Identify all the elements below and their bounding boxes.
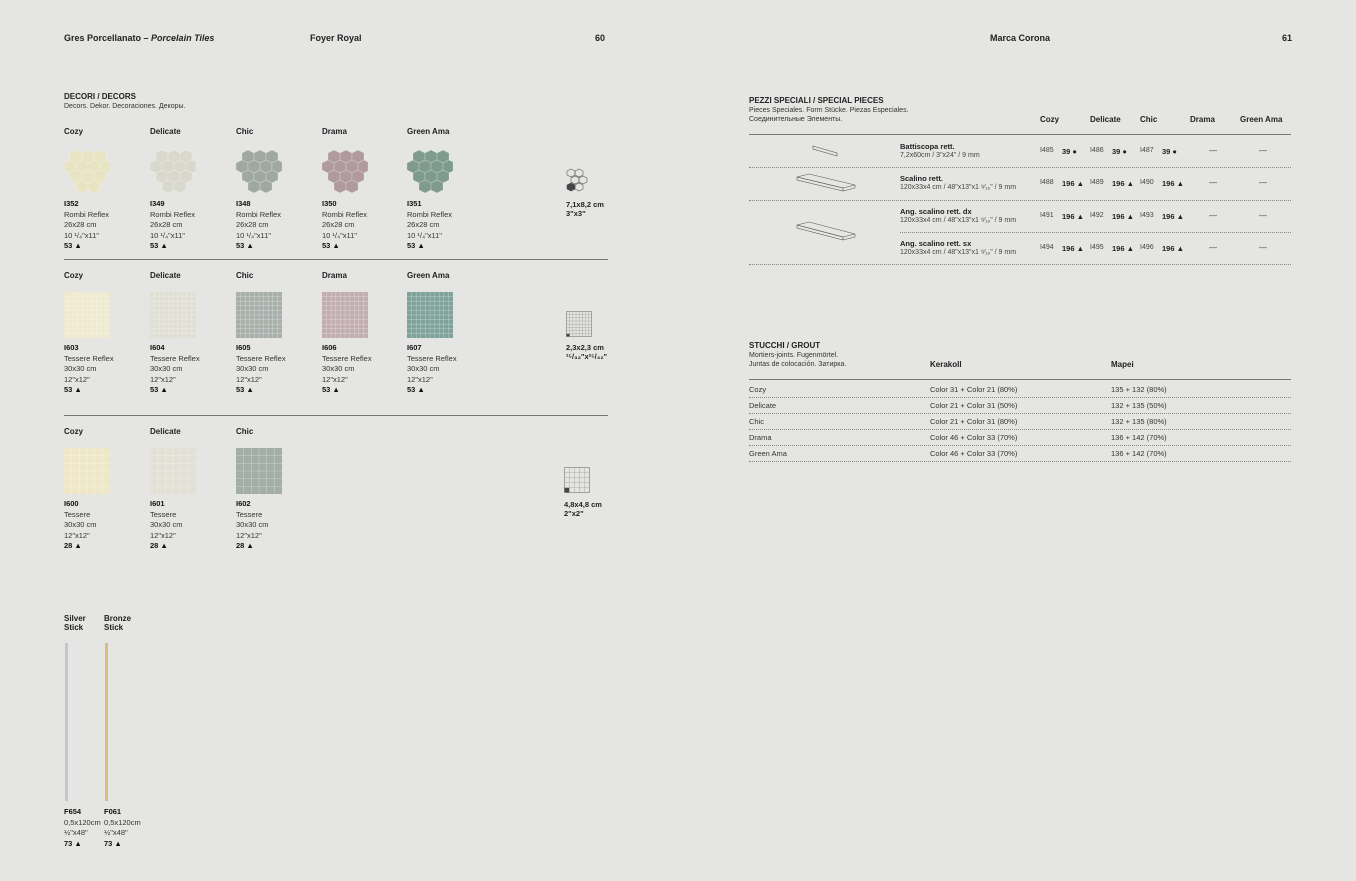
grout-title: STUCCHI / GROUT xyxy=(749,341,821,350)
tile-size-inch: 10 ¹/₄"x11" xyxy=(407,230,442,240)
table-row-separator xyxy=(749,200,1291,201)
tile-code: I603 xyxy=(64,343,79,352)
corner-step-piece-illustration xyxy=(794,219,858,243)
tile-caption xyxy=(322,199,367,252)
stick-code: F061 xyxy=(104,807,122,816)
tile-size-cm: 26x28 cm xyxy=(64,220,97,229)
grout-row-separator xyxy=(749,461,1291,462)
tile-size-inch: 10 ¹/₄"x11" xyxy=(322,230,357,240)
grout-mapei-value: 136 + 142 (70%) xyxy=(1111,449,1167,458)
special-piece-name: Ang. scalino rett. sx xyxy=(900,239,972,248)
stick-caption xyxy=(104,807,141,849)
tile-code: I351 xyxy=(407,199,422,208)
grout-kerakoll-value: Color 46 + Color 33 (70%) xyxy=(930,449,1018,458)
tile-caption xyxy=(236,199,281,252)
tile-swatch xyxy=(64,292,110,338)
skirting-piece-illustration xyxy=(810,144,840,160)
special-piece-qty: 196 ▲ xyxy=(1162,212,1185,221)
grout-mapei-value: 136 + 142 (70%) xyxy=(1111,433,1167,442)
tile-code: I350 xyxy=(322,199,337,208)
tile-description: Rombi Reflex xyxy=(150,209,196,219)
special-piece-dimensions: 120x33x4 cm / 48"x13"x1 ⁹⁄₁₆" / 9 mm xyxy=(900,249,1017,256)
tile-code: I605 xyxy=(236,343,251,352)
format-label xyxy=(566,200,604,218)
grout-subtitle: Juntas de colocación. Затирка. xyxy=(749,361,847,368)
special-piece-code: I495 xyxy=(1090,244,1104,251)
tile-swatch xyxy=(322,148,368,194)
tile-caption xyxy=(150,499,183,552)
special-pieces-title: PEZZI SPECIALI / SPECIAL PIECES xyxy=(749,96,884,105)
stick-name xyxy=(64,614,86,632)
tile-qty: 53 ▲ xyxy=(150,241,168,250)
format-inch: 3"x3" xyxy=(566,209,586,218)
format-cm: 2,3x2,3 cm xyxy=(566,343,604,352)
green-ama-unavailable-dash: — xyxy=(1259,146,1267,155)
special-piece-name: Scalino rett. xyxy=(900,174,943,183)
grout-row-color: Drama xyxy=(749,433,772,442)
tile-size-inch: 10 ¹/₄"x11" xyxy=(150,230,185,240)
stick-name-line: Stick xyxy=(64,623,84,632)
tile-size-inch: 12"x12" xyxy=(236,530,262,540)
collection-name: Foyer Royal xyxy=(310,33,362,43)
tile-size-inch: 12"x12" xyxy=(64,530,90,540)
tile-size-cm: 26x28 cm xyxy=(322,220,355,229)
special-piece-code: I490 xyxy=(1140,179,1154,186)
tile-swatch xyxy=(64,448,110,494)
tile-qty: 28 ▲ xyxy=(150,541,168,550)
column-header-green-ama: Green Ama xyxy=(1240,115,1283,124)
grout-row-separator xyxy=(749,445,1291,446)
large-mosaic-format-icon xyxy=(564,467,590,493)
tile-color-name: Cozy xyxy=(64,427,84,436)
tile-color-name: Cozy xyxy=(64,271,84,280)
grout-row-separator xyxy=(749,429,1291,430)
page-number-right: 61 xyxy=(1282,33,1293,43)
stick-name xyxy=(104,614,131,632)
tile-qty: 53 ▲ xyxy=(64,385,82,394)
format-inch: 2"x2" xyxy=(564,509,584,518)
tile-description: Rombi Reflex xyxy=(322,209,368,219)
tile-code: I606 xyxy=(322,343,337,352)
special-piece-code: I492 xyxy=(1090,212,1104,219)
stick-size-cm: 0,5x120cm xyxy=(104,817,141,827)
tile-size-cm: 30x30 cm xyxy=(236,520,269,529)
special-piece-qty: 196 ▲ xyxy=(1112,212,1135,221)
special-piece-code: I486 xyxy=(1090,147,1104,154)
special-piece-dimensions: 7,2x60cm / 3"x24" / 9 mm xyxy=(900,152,980,159)
special-pieces-subtitle: Pieces Speciales. Form Stücke. Piezas Especiales. xyxy=(749,107,909,114)
tile-qty: 53 ▲ xyxy=(407,241,425,250)
grout-row-separator xyxy=(749,397,1291,398)
tile-description: Rombi Reflex xyxy=(407,209,453,219)
tile-description: Tessere Reflex xyxy=(64,353,114,363)
bronze-stick-swatch xyxy=(105,643,108,801)
drama-unavailable-dash: — xyxy=(1209,178,1217,187)
tile-color-name: Delicate xyxy=(150,427,181,436)
tile-size-inch: 10 ¹/₄"x11" xyxy=(236,230,271,240)
tile-swatch xyxy=(322,292,368,338)
tile-qty: 53 ▲ xyxy=(236,385,254,394)
tile-size-cm: 30x30 cm xyxy=(64,520,97,529)
special-piece-code: I487 xyxy=(1140,147,1154,154)
tile-description: Tessere Reflex xyxy=(407,353,457,363)
table-header-rule xyxy=(749,134,1291,135)
tile-qty: 53 ▲ xyxy=(64,241,82,250)
tile-size-inch: 12"x12" xyxy=(150,374,176,384)
special-piece-code: I496 xyxy=(1140,244,1154,251)
green-ama-unavailable-dash: — xyxy=(1259,243,1267,252)
tile-qty: 53 ▲ xyxy=(407,385,425,394)
decors-title: DECORI / DECORS xyxy=(64,92,137,101)
tile-description: Tessere xyxy=(150,509,177,519)
drama-unavailable-dash: — xyxy=(1209,211,1217,220)
grout-mapei-value: 132 + 135 (50%) xyxy=(1111,401,1167,410)
green-ama-unavailable-dash: — xyxy=(1259,178,1267,187)
step-piece-illustration xyxy=(794,172,858,194)
tile-color-name: Cozy xyxy=(64,127,84,136)
table-row-separator xyxy=(749,167,1291,168)
tile-size-cm: 30x30 cm xyxy=(236,364,269,373)
tile-color-name: Delicate xyxy=(150,127,181,136)
tile-qty: 28 ▲ xyxy=(64,541,82,550)
hexagon-format-icon xyxy=(564,167,592,195)
special-piece-qty: 196 ▲ xyxy=(1062,212,1085,221)
tile-size-cm: 26x28 cm xyxy=(236,220,269,229)
special-piece-qty: 196 ▲ xyxy=(1162,244,1185,253)
grout-row-separator xyxy=(749,413,1291,414)
special-piece-qty: 196 ▲ xyxy=(1112,179,1135,188)
tile-swatch xyxy=(407,292,453,338)
format-inch: ²⁵/₃₂"x²⁵/₃₂" xyxy=(566,352,608,361)
grout-subtitle: Mortiers-joints. Fugenmörtel. xyxy=(749,352,839,359)
tile-swatch xyxy=(150,148,196,194)
tile-qty: 53 ▲ xyxy=(150,385,168,394)
special-piece-dimensions: 120x33x4 cm / 48"x13"x1 ⁹⁄₁₆" / 9 mm xyxy=(900,184,1017,191)
small-mosaic-format-icon xyxy=(566,311,592,337)
decor-row-divider xyxy=(64,259,608,260)
tile-caption xyxy=(64,499,97,552)
special-piece-qty: 39 ● xyxy=(1062,147,1077,156)
grout-kerakoll-value: Color 31 + Color 21 (80%) xyxy=(930,385,1018,394)
tile-swatch xyxy=(150,292,196,338)
tile-qty: 53 ▲ xyxy=(322,241,340,250)
tile-size-cm: 30x30 cm xyxy=(150,520,183,529)
tile-description: Tessere xyxy=(64,509,91,519)
stick-qty: 73 ▲ xyxy=(64,838,82,848)
grout-row-color: Chic xyxy=(749,417,765,426)
tile-size-inch: 12"x12" xyxy=(64,374,90,384)
special-piece-code: I494 xyxy=(1040,244,1054,251)
tile-caption xyxy=(64,199,109,252)
special-piece-code: I489 xyxy=(1090,179,1104,186)
silver-stick-swatch xyxy=(65,643,68,801)
tile-color-name: Chic xyxy=(236,271,254,280)
tile-code: I604 xyxy=(150,343,165,352)
tile-description: Tessere Reflex xyxy=(150,353,200,363)
column-header-mapei: Mapei xyxy=(1111,360,1134,369)
grout-mapei-value: 132 + 135 (80%) xyxy=(1111,417,1167,426)
special-piece-code: I491 xyxy=(1040,212,1054,219)
grout-mapei-value: 135 + 132 (80%) xyxy=(1111,385,1167,394)
special-piece-qty: 196 ▲ xyxy=(1162,179,1185,188)
special-piece-code: I493 xyxy=(1140,212,1154,219)
tile-swatch xyxy=(64,148,110,194)
brand-name: Marca Corona xyxy=(990,33,1051,43)
grout-header-rule xyxy=(749,379,1291,380)
catalog-title-italic: Porcelain Tiles xyxy=(151,33,215,43)
tile-color-name: Green Ama xyxy=(407,271,450,280)
grout-row-color: Cozy xyxy=(749,385,767,394)
decor-row-divider xyxy=(64,415,608,416)
grout-kerakoll-value: Color 46 + Color 33 (70%) xyxy=(930,433,1018,442)
special-piece-name: Battiscopa rett. xyxy=(900,142,955,151)
tile-color-name: Delicate xyxy=(150,271,181,280)
tile-color-name: Drama xyxy=(322,271,347,280)
tile-qty: 53 ▲ xyxy=(236,241,254,250)
tile-qty: 28 ▲ xyxy=(236,541,254,550)
stick-qty: 73 ▲ xyxy=(104,838,122,848)
column-header-cozy: Cozy xyxy=(1040,115,1060,124)
tile-description: Tessere xyxy=(236,509,263,519)
grout-row-color: Green Ama xyxy=(749,449,787,458)
tile-caption xyxy=(407,199,452,252)
special-piece-name: Ang. scalino rett. dx xyxy=(900,207,972,216)
tile-description: Tessere Reflex xyxy=(236,353,286,363)
tile-code: I601 xyxy=(150,499,165,508)
stick-name-line: Stick xyxy=(104,623,124,632)
tile-size-inch: 12"x12" xyxy=(236,374,262,384)
tile-caption xyxy=(236,343,286,396)
drama-unavailable-dash: — xyxy=(1209,146,1217,155)
tile-swatch xyxy=(236,292,282,338)
stick-size-inch: ½"x48" xyxy=(104,828,128,837)
tile-caption xyxy=(236,499,269,552)
catalog-title-text: Gres Porcellanato – xyxy=(64,33,152,43)
format-label xyxy=(566,343,607,361)
tile-color-name: Chic xyxy=(236,127,254,136)
table-row-separator xyxy=(749,264,1291,265)
stick-size-cm: 0,5x120cm xyxy=(64,817,101,827)
tile-code: I349 xyxy=(150,199,165,208)
tile-size-cm: 30x30 cm xyxy=(407,364,440,373)
tile-color-name: Drama xyxy=(322,127,347,136)
tile-qty: 53 ▲ xyxy=(322,385,340,394)
special-piece-qty: 39 ● xyxy=(1162,147,1177,156)
stick-name-line: Bronze xyxy=(104,614,132,623)
special-piece-code: I488 xyxy=(1040,179,1054,186)
tile-swatch xyxy=(407,148,453,194)
tile-size-cm: 26x28 cm xyxy=(407,220,440,229)
format-label xyxy=(564,500,602,518)
green-ama-unavailable-dash: — xyxy=(1259,211,1267,220)
tile-color-name: Green Ama xyxy=(407,127,450,136)
tile-code: I602 xyxy=(236,499,251,508)
stick-size-inch: ½"x48" xyxy=(64,828,88,837)
tile-swatch xyxy=(150,448,196,494)
tile-size-cm: 30x30 cm xyxy=(150,364,183,373)
page-number-left: 60 xyxy=(595,33,606,43)
tile-code: I600 xyxy=(64,499,79,508)
catalog-title xyxy=(64,33,214,43)
tile-description: Rombi Reflex xyxy=(64,209,110,219)
stick-caption xyxy=(64,807,101,849)
tile-size-cm: 26x28 cm xyxy=(150,220,183,229)
tile-caption xyxy=(150,199,195,252)
stick-name-line: Silver xyxy=(64,614,86,623)
tile-size-inch: 10 ¹/₄"x11" xyxy=(64,230,99,240)
special-piece-qty: 39 ● xyxy=(1112,147,1127,156)
special-piece-qty: 196 ▲ xyxy=(1112,244,1135,253)
decors-subtitle: Decors. Dekor. Decoraciones. Декоры. xyxy=(64,103,186,110)
column-header-delicate: Delicate xyxy=(1090,115,1121,124)
tile-color-name: Chic xyxy=(236,427,254,436)
column-header-kerakoll: Kerakoll xyxy=(930,360,962,369)
tile-size-inch: 12"x12" xyxy=(407,374,433,384)
tile-code: I352 xyxy=(64,199,79,208)
tile-code: I348 xyxy=(236,199,251,208)
table-row-separator xyxy=(900,232,1291,233)
tile-caption xyxy=(64,343,114,396)
tile-size-cm: 30x30 cm xyxy=(64,364,97,373)
tile-caption xyxy=(407,343,457,396)
special-piece-qty: 196 ▲ xyxy=(1062,244,1085,253)
tile-description: Rombi Reflex xyxy=(236,209,282,219)
stick-code: F654 xyxy=(64,807,82,816)
column-header-chic: Chic xyxy=(1140,115,1158,124)
special-piece-dimensions: 120x33x4 cm / 48"x13"x1 ⁹⁄₁₆" / 9 mm xyxy=(900,217,1017,224)
tile-description: Tessere Reflex xyxy=(322,353,372,363)
grout-kerakoll-value: Color 21 + Color 31 (80%) xyxy=(930,417,1018,426)
format-cm: 7,1x8,2 cm xyxy=(566,200,604,209)
drama-unavailable-dash: — xyxy=(1209,243,1217,252)
format-cm: 4,8x4,8 cm xyxy=(564,500,602,509)
grout-row-color: Delicate xyxy=(749,401,777,410)
tile-swatch xyxy=(236,148,282,194)
tile-size-inch: 12"x12" xyxy=(150,530,176,540)
tile-caption xyxy=(322,343,372,396)
tile-code: I607 xyxy=(407,343,422,352)
tile-size-cm: 30x30 cm xyxy=(322,364,355,373)
tile-swatch xyxy=(236,448,282,494)
grout-kerakoll-value: Color 21 + Color 31 (50%) xyxy=(930,401,1018,410)
tile-caption xyxy=(150,343,200,396)
column-header-drama: Drama xyxy=(1190,115,1215,124)
special-pieces-subtitle: Соединительные Элементы. xyxy=(749,116,843,123)
special-piece-qty: 196 ▲ xyxy=(1062,179,1085,188)
special-piece-code: I485 xyxy=(1040,147,1054,154)
tile-size-inch: 12"x12" xyxy=(322,374,348,384)
